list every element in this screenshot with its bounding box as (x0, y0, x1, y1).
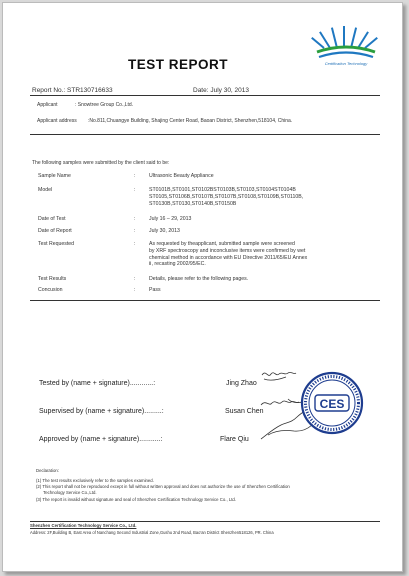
applicant-address-value: :No.811,Chuangye Building, Shajing Center Road, Baoan District, Shenzhen,518104, China. (88, 118, 293, 124)
supervised-by-name: Susan Chen (225, 408, 264, 415)
declaration-item: (3) The report is invalid without signature and seal of Shenzhen Certification Technology Service Co., Ltd. (36, 496, 236, 502)
date-of-test-label: Date of Test (38, 216, 66, 222)
footer-address: Address: 2F,Building B, East Area of Nanchang Second Industrial Zone,Gushu 2nd Road, Bao'an District Shenzhen518126, PR. China (30, 530, 274, 535)
model-label: Model (38, 187, 53, 193)
date-of-report-label: Date of Report (38, 228, 72, 234)
report-date: Date: July 30, 2013 (193, 87, 250, 94)
supervised-by-label: Supervised by (name + signature).........: (39, 408, 164, 415)
conclusion-value: Pass (149, 287, 161, 293)
conclusion-label: Concusion (38, 287, 63, 293)
test-requested-line: by XRF spectroscopy and inconclusive items were confirmed by wet (149, 247, 306, 254)
test-requested-line: As requested by theapplicant, submitted sample were screened (149, 241, 295, 247)
approved-by-name: Flare Qiu (220, 436, 249, 443)
declaration-item: Technology Service Co.,Ltd. (36, 490, 97, 496)
applicant-address-label: Applicant address (37, 118, 77, 124)
date-of-test-value: July 16 – 29, 2013 (149, 216, 192, 222)
approved-by-label: Approved by (name + signature)...........: (39, 436, 163, 443)
report-number: Report No.: STR130716633 (32, 87, 113, 94)
company-seal-stamp (300, 371, 364, 435)
applicant-value: : Snowtree Group Co.,Ltd. (75, 102, 134, 108)
intro-text: The following samples were submitted by the client said to be: (32, 160, 170, 166)
model-line: ST0105,ST0106B,ST0107B,ST0107B,ST0108,ST0109B,ST0110B, (149, 193, 304, 200)
declaration-label: Declaration: (36, 468, 59, 473)
model-line: ST0101B,ST0101,ST0102BST0103B,ST0103,ST0104ST0104B (149, 187, 296, 193)
logo-caption: Certification Technology (324, 61, 368, 66)
table-divider (30, 300, 380, 301)
test-requested-label: Test Requested (38, 241, 75, 247)
model-line: ST0130B,ST0130,ST0140B,ST0150B (149, 200, 237, 207)
applicant-divider (30, 134, 380, 135)
sample-name-label: Sample Name (38, 173, 71, 179)
sample-name-value: Ultrasonic Beauty Appliance (149, 173, 214, 179)
page-title: TEST REPORT (127, 57, 228, 72)
declaration-list (36, 478, 376, 503)
test-requested-line: chemical method in accordance with EU Directive 2011/65/EU Annex (149, 254, 308, 261)
declaration-item: (2) This report shall not be reproduced except in full without written approval and does not authorize the use of Shenzhen Certification (36, 484, 290, 490)
header-divider (30, 95, 380, 96)
footer-divider (30, 521, 380, 522)
applicant-label: Applicant (37, 102, 58, 108)
stamp-text: CES (319, 397, 345, 411)
tested-by-label: Tested by (name + signature)............: (39, 380, 156, 387)
test-results-label: Test Results (38, 276, 67, 282)
report-page: Certification Technology TEST REPORT Report No.: STR130716633 Date: July 30, 2013 Applicant : Snowtree Group Co.,Ltd. Applicant address :No.811,Chuangye Building, Shajing Center Road, Baoan District, Shenzhen,518104, China. The following samples were submitted by the client said to be: Sample Name : Ultrasonic Beauty Appliance Model : ST0101B,ST0101,ST0102BST0103B,ST0103,ST0104ST0104B ST0105,ST0106B,ST0107B,ST0107B,ST0108,ST0109B,ST0110B, ST0130B,ST0130,ST0140B,ST0150B Date of Test : July 16 – 29, 2013 Date of Report : July 30, 2013 Test Requested : As requested by theapplicant, submitted sample were screened by XRF spectroscopy and inconclusive items were confirmed by wet chemical method in accordance with EU Directive 2011/65/EU Annex Ⅱ, recasting 2002/95/EC. Test Results : Details, please refer to the following pages. Concusion : Pass Tested by (name + signature)............: Jing Zhao Supervised by (name + signature).........: Susan Chen Approved by (name + signature)...........: Flare Qiu CES Declaration: (1) The test results exclusively refer to the samples examined. (2) This report shall not be reproduced except in full without written approval and does not authorize the use of Shenzhen Certification Technology Service Co.,Ltd. (3) The report is invalid without signature and seal of Shenzhen Certification Technology Service Co., Ltd. Shenzhen Certification Technology Service Co., Ltd. Address: 2F,Building B, East Area of Nanchang Second Industrial Zone,Gushu 2nd Road, Bao'an District Shenzhen518126, PR. China (2, 2, 403, 572)
date-of-report-value: July 30, 2013 (149, 228, 180, 234)
test-results-value: Details, please refer to the following pages. (149, 276, 249, 282)
declaration-item: (1) The test results exclusively refer to the samples examined. (36, 478, 154, 483)
tested-by-name: Jing Zhao (226, 380, 257, 387)
test-requested-line: Ⅱ, recasting 2002/95/EC. (149, 261, 206, 268)
footer-company: Shenzhen Certification Technology Service Co., Ltd. (30, 523, 137, 528)
